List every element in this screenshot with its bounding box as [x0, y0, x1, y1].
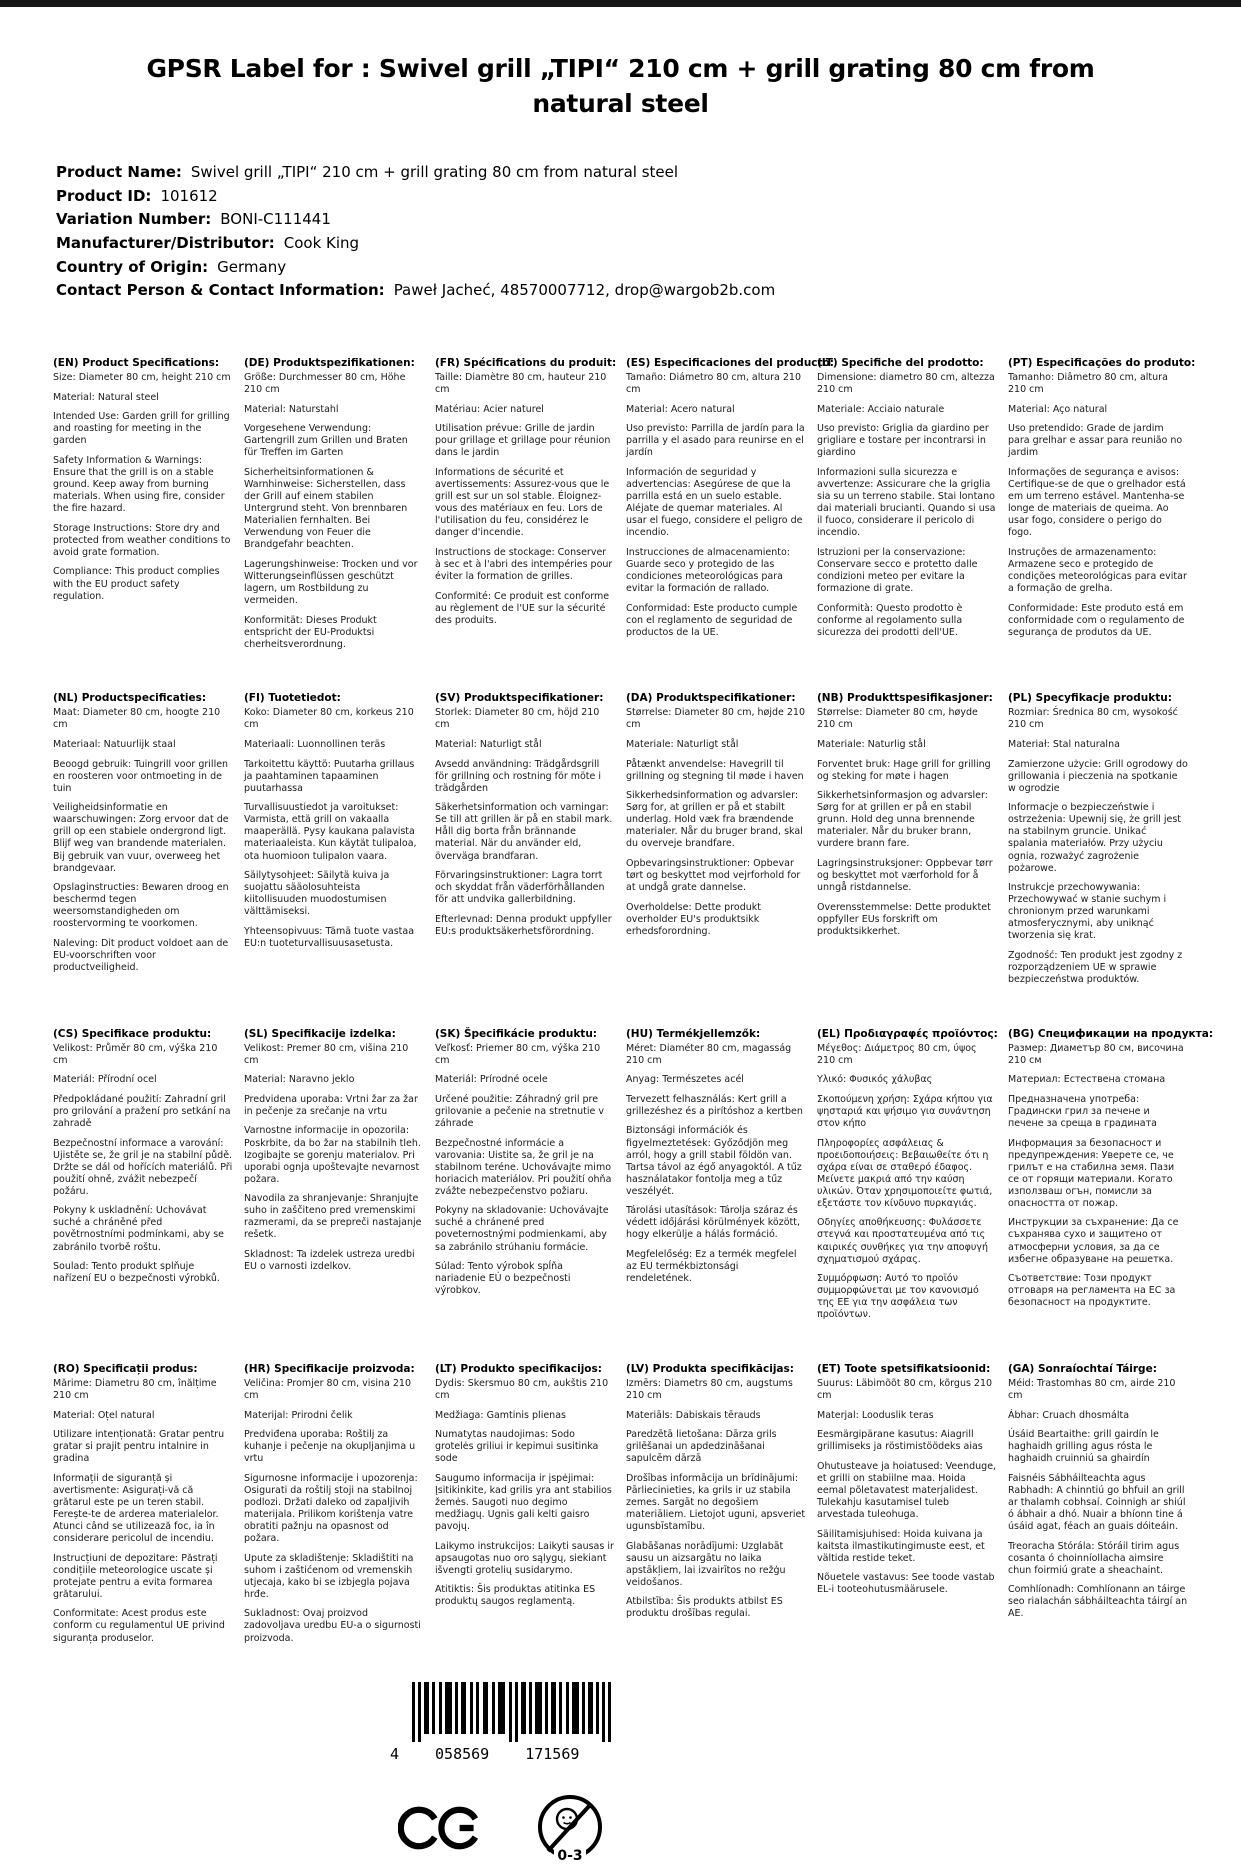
spec-size-text: Tamanho: Diâmetro 80 cm, altura 210 cm — [1008, 372, 1168, 396]
spec-safety-text: Veiligheidsinformatie en waarschuwingen: Zorg ervoor dat de grill op een stabiele ondergrond ligt. Blijf weg van brandende materialen. Bij gebruik van vuur, overweeg het brandgevaar. — [53, 802, 229, 874]
top-border — [0, 0, 1241, 7]
spec-intended-use-text: Avsedd användning: Trädgårdsgrill för grillning och rostning för möte i trädgården — [435, 758, 602, 794]
spec-compliance-text: Zgodność: Ten produkt jest zgodny z rozporządzeniem UE w sprawie bezpieczeństwa produktów. — [1008, 949, 1183, 986]
spec-block — [626, 1363, 806, 1628]
variation-number-label: Variation Number: — [56, 210, 212, 229]
spec-block-heading: (HR) Specifikacije proizvoda: — [244, 1362, 415, 1375]
spec-storage-text: Navodila za shranjevanje: Shranjujte suho in zaščiteno pred vremenskimi razmerami, da se prepreči nastajanje rešetk. — [244, 1193, 422, 1241]
barcode-bars-icon — [388, 1682, 638, 1744]
spec-block-heading: (LT) Produkto specifikacijos: — [435, 1362, 602, 1375]
spec-intended-use-text: Utilizare intenționată: Gratar pentru gratar si prajit pentru intalnire in gradina — [53, 1429, 225, 1465]
spec-storage-text: Storage Instructions: Store dry and protected from weather conditions to avoid grate formation. — [53, 522, 231, 558]
symbols-row — [388, 1791, 668, 1865]
spec-material-text: Matériau: Acier naturel — [435, 403, 544, 415]
age-warning-0-3-icon — [534, 1791, 606, 1865]
spec-material-text: Material: Naturligt stål — [435, 739, 542, 750]
spec-storage-text: Οδηγίες αποθήκευσης: Φυλάσσετε στεγνά και προστατευμένα από τις καιρικές συνθήκες για την αποφυγή σχηματισμού σχάρας. — [817, 1217, 989, 1265]
spec-block-heading: (SL) Specifikacije izdelka: — [244, 1027, 396, 1040]
product-info — [56, 161, 1241, 303]
spec-block — [626, 357, 834, 646]
spec-block-heading: (HU) Termékjellemzők: — [626, 1027, 761, 1040]
spec-storage-text: Istruzioni per la conservazione: Conservare secco e protetto dalle condizioni meteo per evitare la formazione di grate. — [817, 546, 978, 595]
spec-safety-text: Bezpečnostné informácie a varovania: Uistite sa, že gril je na stabilnom teréne. Uchovávajte mimo horiacich materiálov. Pri použití ohňa zvážte nebezpečenstvo požiaru. — [435, 1137, 612, 1197]
spec-storage-text: Säilitamisjuhised: Hoida kuivana ja kaitsta ilmastikutingimuste eest, et vältida restide teket. — [817, 1528, 985, 1564]
spec-storage-text: Pokyny k uskladnění: Uchovávat suché a chráněné před povětrnostními podmínkami, aby se zabránilo tvorbě roštu. — [53, 1205, 225, 1253]
spec-block-heading: (FR) Spécifications du produit: — [435, 357, 617, 370]
spec-safety-text: Informações de segurança e avisos: Certifique-se de que o grelhador está em um terreno estável. Mantenha-se longe de materiais de queima. Ao usar fogo, considere o perigo do fogo. — [1008, 467, 1186, 539]
spec-intended-use-text: Numatytas naudojimas: Sodo grotelės griliui ir kepimui susitinka sode — [435, 1429, 599, 1465]
spec-safety-text: Sikkerhedsinformation og advarsler: Sørg for, at grillen er på et stabilt underlag. Hold væk fra brændende materialer. Når du bruger brand, skal du overveje brandfare. — [626, 790, 803, 850]
spec-material-text: Materiale: Acciaio naturale — [817, 403, 945, 415]
spec-block — [53, 1363, 233, 1652]
barcode-group-2: 171569 — [525, 1745, 580, 1764]
spec-safety-text: Safety Information & Warnings: Ensure that the grill is on a stable ground. Keep away from burning materials. When using fire, consider the fire hazard. — [53, 454, 225, 515]
spec-block — [626, 1028, 806, 1293]
spec-storage-text: Förvaringsinstruktioner: Lagra torrt och skyddat från väderförhållanden för att undvika gallerbildning. — [435, 870, 605, 906]
spec-safety-text: Información de seguridad y advertencias: Asegúrese de que la parrilla está en un suelo estable. Aléjate de quemar materiales. Al usar el fuego, considere el peligro de incendio. — [626, 467, 803, 539]
spec-compliance-text: Conformidad: Este producto cumple con el reglamento de seguridad de productos de la UE. — [626, 602, 798, 638]
spec-material-text: Material: Natural steel — [53, 391, 159, 403]
spec-storage-text: Opslaginstructies: Bewaren droog en beschermd tegen weersomstandigheden om roostervorming te voorkomen. — [53, 882, 229, 930]
spec-block-heading: (IT) Specifiche del prodotto: — [817, 357, 984, 370]
barcode-digits — [388, 1745, 668, 1763]
spec-compliance-text: Skladnost: Ta izdelek ustreza uredbi EU o varnosti izdelkov. — [244, 1249, 415, 1273]
spec-block-heading: (NL) Productspecificaties: — [53, 692, 207, 705]
spec-material-text: Materiál: Prírodné ocele — [435, 1074, 548, 1086]
spec-storage-text: Instrucciones de almacenamiento: Guarde seco y protegido de las condiciones meteorológicas para evitar la formación de rallado. — [626, 546, 790, 595]
spec-block-heading: (CS) Specifikace produktu: — [53, 1027, 212, 1040]
spec-block — [53, 1028, 233, 1293]
spec-size-text: Suurus: Läbimõõt 80 cm, kõrgus 210 cm — [817, 1377, 993, 1401]
age-warning-text: 0-3 — [557, 1848, 583, 1865]
spec-block-heading: (SV) Produktspecifikationer: — [435, 692, 604, 705]
spec-safety-text: Saugumo informacija ir įspėjimai: Įsitikinkite, kad grilis yra ant stabilios žemės. Saugoti nuo degimo medžiagų. Ugnis gali kelti gaisro pavojų. — [435, 1472, 612, 1532]
spec-intended-use-text: Zamierzone użycie: Grill ogrodowy do grillowania i pieczenia na spotkanie w ogrodzie — [1008, 758, 1188, 794]
spec-material-text: Материал: Естествена стомана — [1008, 1074, 1166, 1086]
spec-intended-use-text: Určené použitie: Záhradný gril pre grilovanie a pečenie na stretnutie v záhrade — [435, 1093, 605, 1129]
spec-compliance-text: Yhteensopivuus: Tämä tuote vastaa EU:n tuoteturvallisuusasetusta. — [244, 925, 415, 949]
spec-block — [244, 692, 424, 957]
spec-block — [1008, 357, 1196, 646]
spec-compliance-text: Συμμόρφωση: Αυτό το προϊόν συμμορφώνεται με τον κανονισμό της ΕΕ για την ασφάλεια των προϊόντων. — [817, 1273, 979, 1321]
spec-intended-use-text: Tarkoitettu käyttö: Puutarha grillaus ja paahtaminen tapaaminen puutarhassa — [244, 758, 415, 794]
manufacturer-label: Manufacturer/Distributor: — [56, 234, 275, 253]
country-of-origin-value: Germany — [217, 257, 287, 276]
spec-material-text: Materiál: Přírodní ocel — [53, 1074, 157, 1086]
spec-compliance-text: Soulad: Tento produkt splňuje nařízení EU o bezpečnosti výrobků. — [53, 1261, 220, 1285]
product-name-value: Swivel grill „TIPI“ 210 cm + grill grating 80 cm from natural steel — [190, 163, 679, 181]
spec-block — [626, 692, 806, 945]
spec-intended-use-text: Vorgesehene Verwendung: Gartengrill zum Grillen und Braten für Treffen im Garten — [244, 423, 408, 459]
spec-safety-text: Bezpečnostní informace a varování: Ujistěte se, že gril je na stabilní půdě. Držte se dál od hořících materiálů. Při použití ohně, zvážit nebezpečí požáru. — [53, 1137, 233, 1197]
spec-size-text: Veľkosť: Priemer 80 cm, výška 210 cm — [435, 1042, 601, 1066]
spec-intended-use-text: Beoogd gebruik: Tuingrill voor grillen en roosteren voor ontmoeting in de tuin — [53, 758, 229, 794]
spec-block-heading: (ET) Toote spetsifikatsioonid: — [817, 1362, 991, 1375]
spec-grid — [0, 357, 1241, 1652]
spec-material-text: Materiale: Naturlig stål — [817, 739, 926, 750]
spec-safety-text: Varnostne informacije in opozorila: Poskrbite, da bo žar na stabilnih tleh. Izogibajte se gorenju materialov. Pri uporabi ognja upoštevajte nevarnost požara. — [244, 1125, 421, 1185]
product-id-value: 101612 — [160, 186, 218, 205]
spec-material-text: Material: Acero natural — [626, 403, 735, 415]
spec-safety-text: Informations de sécurité et avertissements: Assurez-vous que le grill est sur un sol stable. Éloignez-vous des matériaux en feu. Lors de l'utilisation du feu, considérez le danger d'incendie. — [435, 467, 610, 539]
spec-compliance-text: Conformitate: Acest produs este conform cu regulamentul UE privind siguranța produselor. — [53, 1608, 225, 1644]
spec-intended-use-text: Intended Use: Garden grill for grilling and roasting for meeting in the garden — [53, 411, 230, 447]
spec-safety-text: Drošības informācija un brīdinājumi: Pārliecinieties, ka grils ir uz stabila zemes. Sargāt no degošiem materiāliem. Lietojot uguni, apsveriet ugunsbīstamību. — [626, 1472, 806, 1532]
spec-compliance-text: Súlad: Tento výrobok spĺňa nariadenie EÚ o bezpečnosti výrobkov. — [435, 1261, 571, 1297]
spec-storage-text: Instruções de armazenamento: Armazene seco e protegido de condições meteorológicas para evitar a formação de grelha. — [1008, 546, 1187, 595]
spec-compliance-text: Conformidade: Este produto está em conformidade com o regulamento de segurança de produtos da UE. — [1008, 602, 1185, 638]
manufacturer-row — [56, 232, 1241, 256]
spec-size-text: Izmērs: Diametrs 80 cm, augstums 210 cm — [626, 1377, 793, 1401]
spec-safety-text: Faisnéis Sábháilteachta agus Rabhadh: A chinntiú go bhfuil an grill ar thalamh cobhsaí. Coinnigh ar shiúl ó ábhair a dhó. Nuair a bhíonn tine á úsáid agat, féach an guais dóiteáin. — [1008, 1472, 1186, 1532]
spec-material-text: Materiaal: Natuurlijk staal — [53, 739, 176, 750]
spec-block — [817, 1363, 997, 1604]
spec-safety-text: Informații de siguranță și avertismente: Asigurați-vă că grătarul este pe un teren stabil. Ferește-te de arderea materialelor. Atunci când se utilizează foc, ia în considerare pericolul de incendiu. — [53, 1472, 219, 1545]
spec-block-heading: (SK) Špecifikácie produktu: — [435, 1027, 598, 1040]
spec-size-text: Mărime: Diametru 80 cm, înălțime 210 cm — [53, 1377, 217, 1401]
spec-material-text: Materiaali: Luonnollinen teräs — [244, 739, 386, 750]
spec-block-heading: (NB) Produkttspesifikasjoner: — [817, 692, 993, 705]
spec-storage-text: Instrucțiuni de depozitare: Păstrați condițiile meteorologice uscate și protejate pentru a evita formarea grătarului. — [53, 1552, 218, 1600]
spec-size-text: Storlek: Diameter 80 cm, höjd 210 cm — [435, 707, 600, 731]
spec-storage-text: Säilytysohjeet: Säilytä kuiva ja suojattu sääolosuhteista kiitollisuuden muodostumisen välttämiseksi. — [244, 870, 390, 918]
spec-material-text: Material: Aço natural — [1008, 403, 1108, 415]
spec-block — [1008, 692, 1188, 993]
spec-material-text: Anyag: Természetes acél — [626, 1074, 744, 1086]
spec-size-text: Veličina: Promjer 80 cm, visina 210 cm — [244, 1377, 412, 1401]
spec-compliance-text: Conformità: Questo prodotto è conforme al regolamento sulla sicurezza dei prodotti dell'UE. — [817, 602, 963, 638]
spec-block — [53, 357, 233, 610]
spec-block-heading: (ES) Especificaciones del producto: — [626, 357, 834, 370]
country-of-origin-label: Country of Origin: — [56, 257, 209, 276]
spec-material-text: Materiał: Stal naturalna — [1008, 739, 1120, 750]
spec-safety-text: Turvallisuustiedot ja varoitukset: Varmista, että grill on vakaalla maaperällä. Pysy kaukana palavista materiaaleista. Kun käytät tulipaloa, ota huomioon tulipalon vaara. — [244, 802, 417, 862]
spec-material-text: Materjal: Looduslik teras — [817, 1409, 934, 1421]
spec-compliance-text: Megfelelőség: Ez a termék megfelel az EU termékbiztonsági rendeletének. — [626, 1249, 797, 1285]
product-id-row — [56, 185, 1241, 209]
spec-safety-text: Informazioni sulla sicurezza e avvertenze: Assicurare che la griglia sia su un terreno stabile. Stai lontano dai materiali brucianti. Quando si usa il fuoco, considerare il pericolo di incendio. — [817, 467, 996, 539]
spec-size-text: Størrelse: Diameter 80 cm, højde 210 cm — [626, 707, 805, 731]
spec-safety-text: Sigurnosne informacije i upozorenja: Osigurati da roštilj stoji na stabilnoj podlozi. Držati daleko od zapaljivih materijala. Prilikom korištenja vatre obratiti pažnju na opasnost od požara. — [244, 1472, 418, 1545]
spec-size-text: Dydis: Skersmuo 80 cm, aukštis 210 cm — [435, 1377, 609, 1401]
spec-size-text: Méid: Trastomhas 80 cm, airde 210 cm — [1008, 1377, 1176, 1401]
spec-compliance-text: Overensstemmelse: Dette produktet oppfyller EUs forskrift om produktsikkerhet. — [817, 901, 991, 937]
spec-size-text: Μέγεθος: Διάμετρος 80 cm, ύψος 210 cm — [817, 1042, 977, 1066]
spec-intended-use-text: Tervezett felhasználás: Kert grill a grillezéshez és a pirítóshoz a kertben — [626, 1093, 803, 1117]
spec-compliance-text: Nõuetele vastavus: See toode vastab EL-i tooteohutusmäärusele. — [817, 1572, 995, 1596]
spec-material-text: Material: Naturstahl — [244, 403, 339, 415]
spec-compliance-text: Atbilstība: Šis produkts atbilst ES produktu drošības regulai. — [626, 1596, 783, 1620]
spec-storage-text: Glabāšanas norādījumi: Uzglabāt sausu un aizsargātu no laika apstākļiem, lai izvairītos no režģu veidošanos. — [626, 1540, 786, 1588]
spec-material-text: Ábhar: Cruach dhosmálta — [1008, 1409, 1130, 1421]
spec-compliance-text: Compliance: This product complies with the EU product safety regulation. — [53, 566, 220, 602]
spec-safety-text: Информация за безопасност и предупреждения: Уверете се, че грилът е на стабилна земя. Пази се от горящи материали. Когато използваш огън, помисли за опасността от пожар. — [1008, 1137, 1175, 1209]
contact-label: Contact Person & Contact Information: — [56, 281, 385, 300]
spec-size-text: Koko: Diameter 80 cm, korkeus 210 cm — [244, 707, 414, 731]
spec-block — [817, 692, 997, 945]
spec-safety-text: Πληροφορίες ασφάλειας & προειδοποιήσεις: Βεβαιωθείτε ότι η σχάρα είναι σε σταθερό έδαφος. Μείνετε μακριά από την καύση υλικών. Όταν χρησιμοποιείτε φωτιά, εξετάστε τον κίνδυνο πυρκαγιάς. — [817, 1137, 993, 1209]
product-name-label: Product Name: — [56, 163, 182, 181]
spec-block-heading: (LV) Produkta specifikācijas: — [626, 1362, 794, 1375]
spec-size-text: Taille: Diamètre 80 cm, hauteur 210 cm — [435, 372, 607, 396]
spec-intended-use-text: Předpokládané použití: Zahradní gril pro grilování a pražení pro setkání na zahradě — [53, 1093, 231, 1129]
spec-size-text: Size: Diameter 80 cm, height 210 cm — [53, 372, 231, 384]
spec-safety-text: Informacje o bezpieczeństwie i ostrzeżenia: Upewnij się, że grill jest na stabilnym gruncie. Unikać spalania materiałów. Przy użyciu ognia, rozważyć zagrożenie pożarowe. — [1008, 802, 1182, 874]
spec-block-heading: (DA) Produktspecifikationer: — [626, 692, 796, 705]
spec-block-heading: (EL) Προδιαγραφές προϊόντος: — [817, 1027, 998, 1040]
variation-number-row — [56, 208, 1241, 232]
spec-storage-text: Instructions de stockage: Conserver à sec et à l'abri des intempéries pour éviter la formation de grilles. — [435, 546, 613, 582]
spec-compliance-text: Overholdelse: Dette produkt overholder EU's produktsikk erhedsforordning. — [626, 901, 761, 937]
spec-block — [435, 357, 615, 634]
spec-storage-text: Upute za skladištenje: Skladištiti na suhom i zaštićenom od vremenskih utjecaja, kako bi se izbjegla pojava hrđe. — [244, 1552, 414, 1600]
variation-number-value: BONI-C111441 — [220, 210, 331, 229]
spec-intended-use-text: Paredzētā lietošana: Dārza grils grilēšanai un apdedzināšanai sapulcēm dārzā — [626, 1429, 777, 1465]
spec-block — [1008, 1363, 1188, 1628]
spec-material-text: Medžiaga: Gamtinis plienas — [435, 1409, 566, 1421]
footer — [388, 1682, 668, 1865]
spec-size-text: Rozmiar: Średnica 80 cm, wysokość 210 cm — [1008, 707, 1178, 731]
spec-intended-use-text: Предназначена употреба: Градински грил за печене и печене за среща в градината — [1008, 1093, 1157, 1129]
spec-block-heading: (DE) Produktspezifikationen: — [244, 357, 415, 370]
spec-compliance-text: Konformität: Dieses Produkt entspricht der EU-Produktsi cherheitsverordnung. — [244, 614, 377, 650]
contact-row — [56, 279, 1241, 303]
spec-compliance-text: Съответствие: Този продукт отговаря на регламента на ЕС за безопасност на продуктите. — [1008, 1273, 1176, 1309]
country-of-origin-row — [56, 256, 1241, 280]
spec-block — [817, 1028, 997, 1329]
spec-size-text: Tamaño: Diámetro 80 cm, altura 210 cm — [626, 372, 802, 396]
spec-size-text: Velikost: Průměr 80 cm, výška 210 cm — [53, 1042, 218, 1066]
spec-compliance-text: Naleving: Dit product voldoet aan de EU-voorschriften voor productveiligheid. — [53, 937, 229, 973]
spec-storage-text: Инструкции за съхранение: Да се съхранява сухо и защитено от атмосферни условия, за да се избегне образуване на решетка. — [1008, 1217, 1179, 1265]
spec-block-heading: (GA) Sonraíochtaí Táirge: — [1008, 1362, 1157, 1375]
spec-block — [435, 1363, 615, 1616]
spec-intended-use-text: Utilisation prévue: Grille de jardin pour grillage et grillage pour réunion dans le jardin — [435, 423, 611, 459]
spec-intended-use-text: Predviđena uporaba: Roštilj za kuhanje i pečenje na okupljanjima u vrtu — [244, 1429, 416, 1465]
spec-block — [53, 692, 233, 981]
spec-compliance-text: Efterlevnad: Denna produkt uppfyller EU:s produktsäkerhetsförordning. — [435, 913, 612, 937]
spec-block — [817, 357, 997, 646]
spec-size-text: Méret: Diaméter 80 cm, magasság 210 cm — [626, 1042, 792, 1066]
spec-size-text: Velikost: Premer 80 cm, višina 210 cm — [244, 1042, 409, 1066]
spec-compliance-text: Sukladnost: Ovaj proizvod zadovoljava uredbu EU-a o sigurnosti proizvoda. — [244, 1608, 421, 1644]
spec-intended-use-text: Påtænkt anvendelse: Havegrill til grillning og stegning til møde i haven — [626, 758, 804, 782]
spec-intended-use-text: Σκοπούμενη χρήση: Σχάρα κήπου για ψησταριά και ψήσιμο για συνάντηση στον κήπο — [817, 1093, 993, 1129]
product-id-label: Product ID: — [56, 186, 152, 205]
spec-size-text: Størrelse: Diameter 80 cm, høyde 210 cm — [817, 707, 978, 731]
spec-intended-use-text: Predvidena uporaba: Vrtni žar za žar in pečenje za srečanje na vrtu — [244, 1093, 418, 1117]
spec-intended-use-text: Úsáid Beartaithe: grill gairdín le haghaidh grilling agus rósta le haghaidh cruinniú sa ghairdín — [1008, 1429, 1159, 1465]
product-name-row — [56, 161, 1241, 185]
spec-safety-text: Säkerhetsinformation och varningar: Se till att grillen är på en stabil mark. Håll dig borta från brännande material. När du använder eld, överväga brandfaran. — [435, 802, 613, 862]
spec-size-text: Размер: Диаметър 80 см, височина 210 см — [1008, 1042, 1184, 1066]
ean-barcode — [388, 1682, 668, 1763]
spec-size-text: Maat: Diameter 80 cm, hoogte 210 cm — [53, 707, 221, 731]
spec-safety-text: Ohutusteave ja hoiatused: Veenduge, et grilli on stabiilne maa. Hoida eemal põletavatest materjalidest. Tulekahju kasutamisel tuleb arvestada tuleohuga. — [817, 1460, 997, 1520]
spec-block — [244, 1028, 424, 1281]
spec-intended-use-text: Uso pretendido: Grade de jardim para grelhar e assar para reunião no jardim — [1008, 423, 1183, 459]
spec-material-text: Material: Naravno jeklo — [244, 1074, 355, 1086]
spec-storage-text: Lagringsinstruksjoner: Oppbevar tørr og beskyttet mot værforhold for å unngå ristdannelse. — [817, 858, 993, 894]
spec-size-text: Dimensione: diametro 80 cm, altezza 210 cm — [817, 372, 995, 396]
contact-value: Paweł Jacheć, 48570007712, drop@wargob2b.com — [393, 281, 776, 300]
spec-material-text: Materijal: Prirodni čelik — [244, 1409, 353, 1421]
spec-storage-text: Lagerungshinweise: Trocken und vor Witterungseinflüssen geschützt lagern, um Rostbildung zu vermeiden. — [244, 558, 418, 607]
spec-compliance-text: Atitiktis: Šis produktas atitinka ES produktų saugos reglamentą. — [435, 1584, 596, 1608]
manufacturer-value: Cook King — [283, 234, 360, 253]
spec-compliance-text: Conformité: Ce produit est conforme au règlement de l'UE sur la sécurité des produits. — [435, 590, 610, 626]
ce-mark-icon — [398, 1800, 482, 1856]
barcode-group-1: 058569 — [435, 1745, 490, 1764]
spec-size-text: Größe: Durchmesser 80 cm, Höhe 210 cm — [244, 372, 406, 396]
spec-material-text: Υλικό: Φυσικός χάλυβας — [817, 1074, 933, 1086]
spec-intended-use-text: Forventet bruk: Hage grill for grilling og steking for møte i hagen — [817, 758, 991, 782]
spec-material-text: Material: Oțel natural — [53, 1409, 155, 1421]
spec-block-heading: (BG) Спецификации на продукта: — [1008, 1027, 1214, 1040]
spec-block — [244, 1363, 424, 1652]
spec-block — [244, 357, 424, 658]
spec-intended-use-text: Uso previsto: Parrilla de jardín para la parrilla y el asado para reunirse en el jardín — [626, 423, 805, 459]
spec-storage-text: Instrukcje przechowywania: Przechowywać w stanie suchym i chronionym przed warunkami atmosferycznymi, aby uniknąć tworzenia się krat. — [1008, 882, 1167, 942]
page-title: GPSR Label for : Swivel grill „TIPI“ 210 cm + grill grating 80 cm from natural steel — [146, 54, 1095, 118]
spec-block — [435, 692, 615, 945]
spec-safety-text: Sikkerhetsinformasjon og advarsler: Sørg for at grillen er på en stabil grunn. Hold deg unna brennende materialer. Når du bruker brann, vurdere brann fare. — [817, 790, 988, 850]
barcode-digit-prefix: 4 — [390, 1745, 400, 1764]
spec-storage-text: Laikymo instrukcijos: Laikyti sausas ir apsaugotas nuo oro sąlygų, siekiant išvengti grotelių susidarymo. — [435, 1540, 614, 1576]
spec-block-heading: (EN) Product Specifications: — [53, 357, 220, 370]
spec-block — [435, 1028, 615, 1305]
spec-safety-text: Biztonsági információk és figyelmeztetések: Győződjön meg arról, hogy a grill stabil földön van. Tartsa távol az égő anyagoktól. A tűz használatakor fontolja meg a tűz veszélyét. — [626, 1125, 802, 1197]
spec-block-heading: (FI) Tuotetiedot: — [244, 692, 341, 705]
spec-intended-use-text: Uso previsto: Griglia da giardino per grigliare e tostare per incontrarsi in giardino — [817, 423, 989, 459]
spec-material-text: Materiāls: Dabiskais tērauds — [626, 1409, 761, 1421]
spec-block-heading: (PT) Especificações do produto: — [1008, 357, 1196, 370]
spec-storage-text: Tárolási utasítások: Tárolja száraz és védett időjárási körülmények között, hogy elkerülje a hálás formáció. — [626, 1205, 800, 1241]
spec-compliance-text: Comhlíonadh: Comhlíonann an táirge seo rialachán sábháilteachta táirgí an AE. — [1008, 1584, 1188, 1620]
spec-storage-text: Pokyny na skladovanie: Uchovávajte suché a chránené pred poveternostnými podmienkami, aby sa zabránilo strúhaniu formácie. — [435, 1205, 609, 1253]
spec-intended-use-text: Eesmärgipärane kasutus: Aiagrill grillimiseks ja röstimistöödeks aias — [817, 1429, 983, 1453]
spec-safety-text: Sicherheitsinformationen & Warnhinweise: Sicherstellen, dass der Grill auf einem stabilen Untergrund steht. Von brennbaren Materialien fernhalten. Bei Verwendung von Feuer die Brandgefahr beachten. — [244, 467, 408, 551]
spec-block-heading: (RO) Specificații produs: — [53, 1362, 198, 1375]
spec-block-heading: (PL) Specyfikacje produktu: — [1008, 692, 1172, 705]
spec-material-text: Materiale: Naturligt stål — [626, 739, 739, 750]
spec-storage-text: Opbevaringsinstruktioner: Opbevar tørt og beskyttet mod vejrforhold for at undgå grate dannelse. — [626, 858, 801, 894]
spec-block — [1008, 1027, 1214, 1317]
spec-storage-text: Treoracha Stórála: Stóráil tirim agus cosanta ó choinníollacha aimsire chun foirmiú grate a sheachaint. — [1008, 1540, 1180, 1576]
